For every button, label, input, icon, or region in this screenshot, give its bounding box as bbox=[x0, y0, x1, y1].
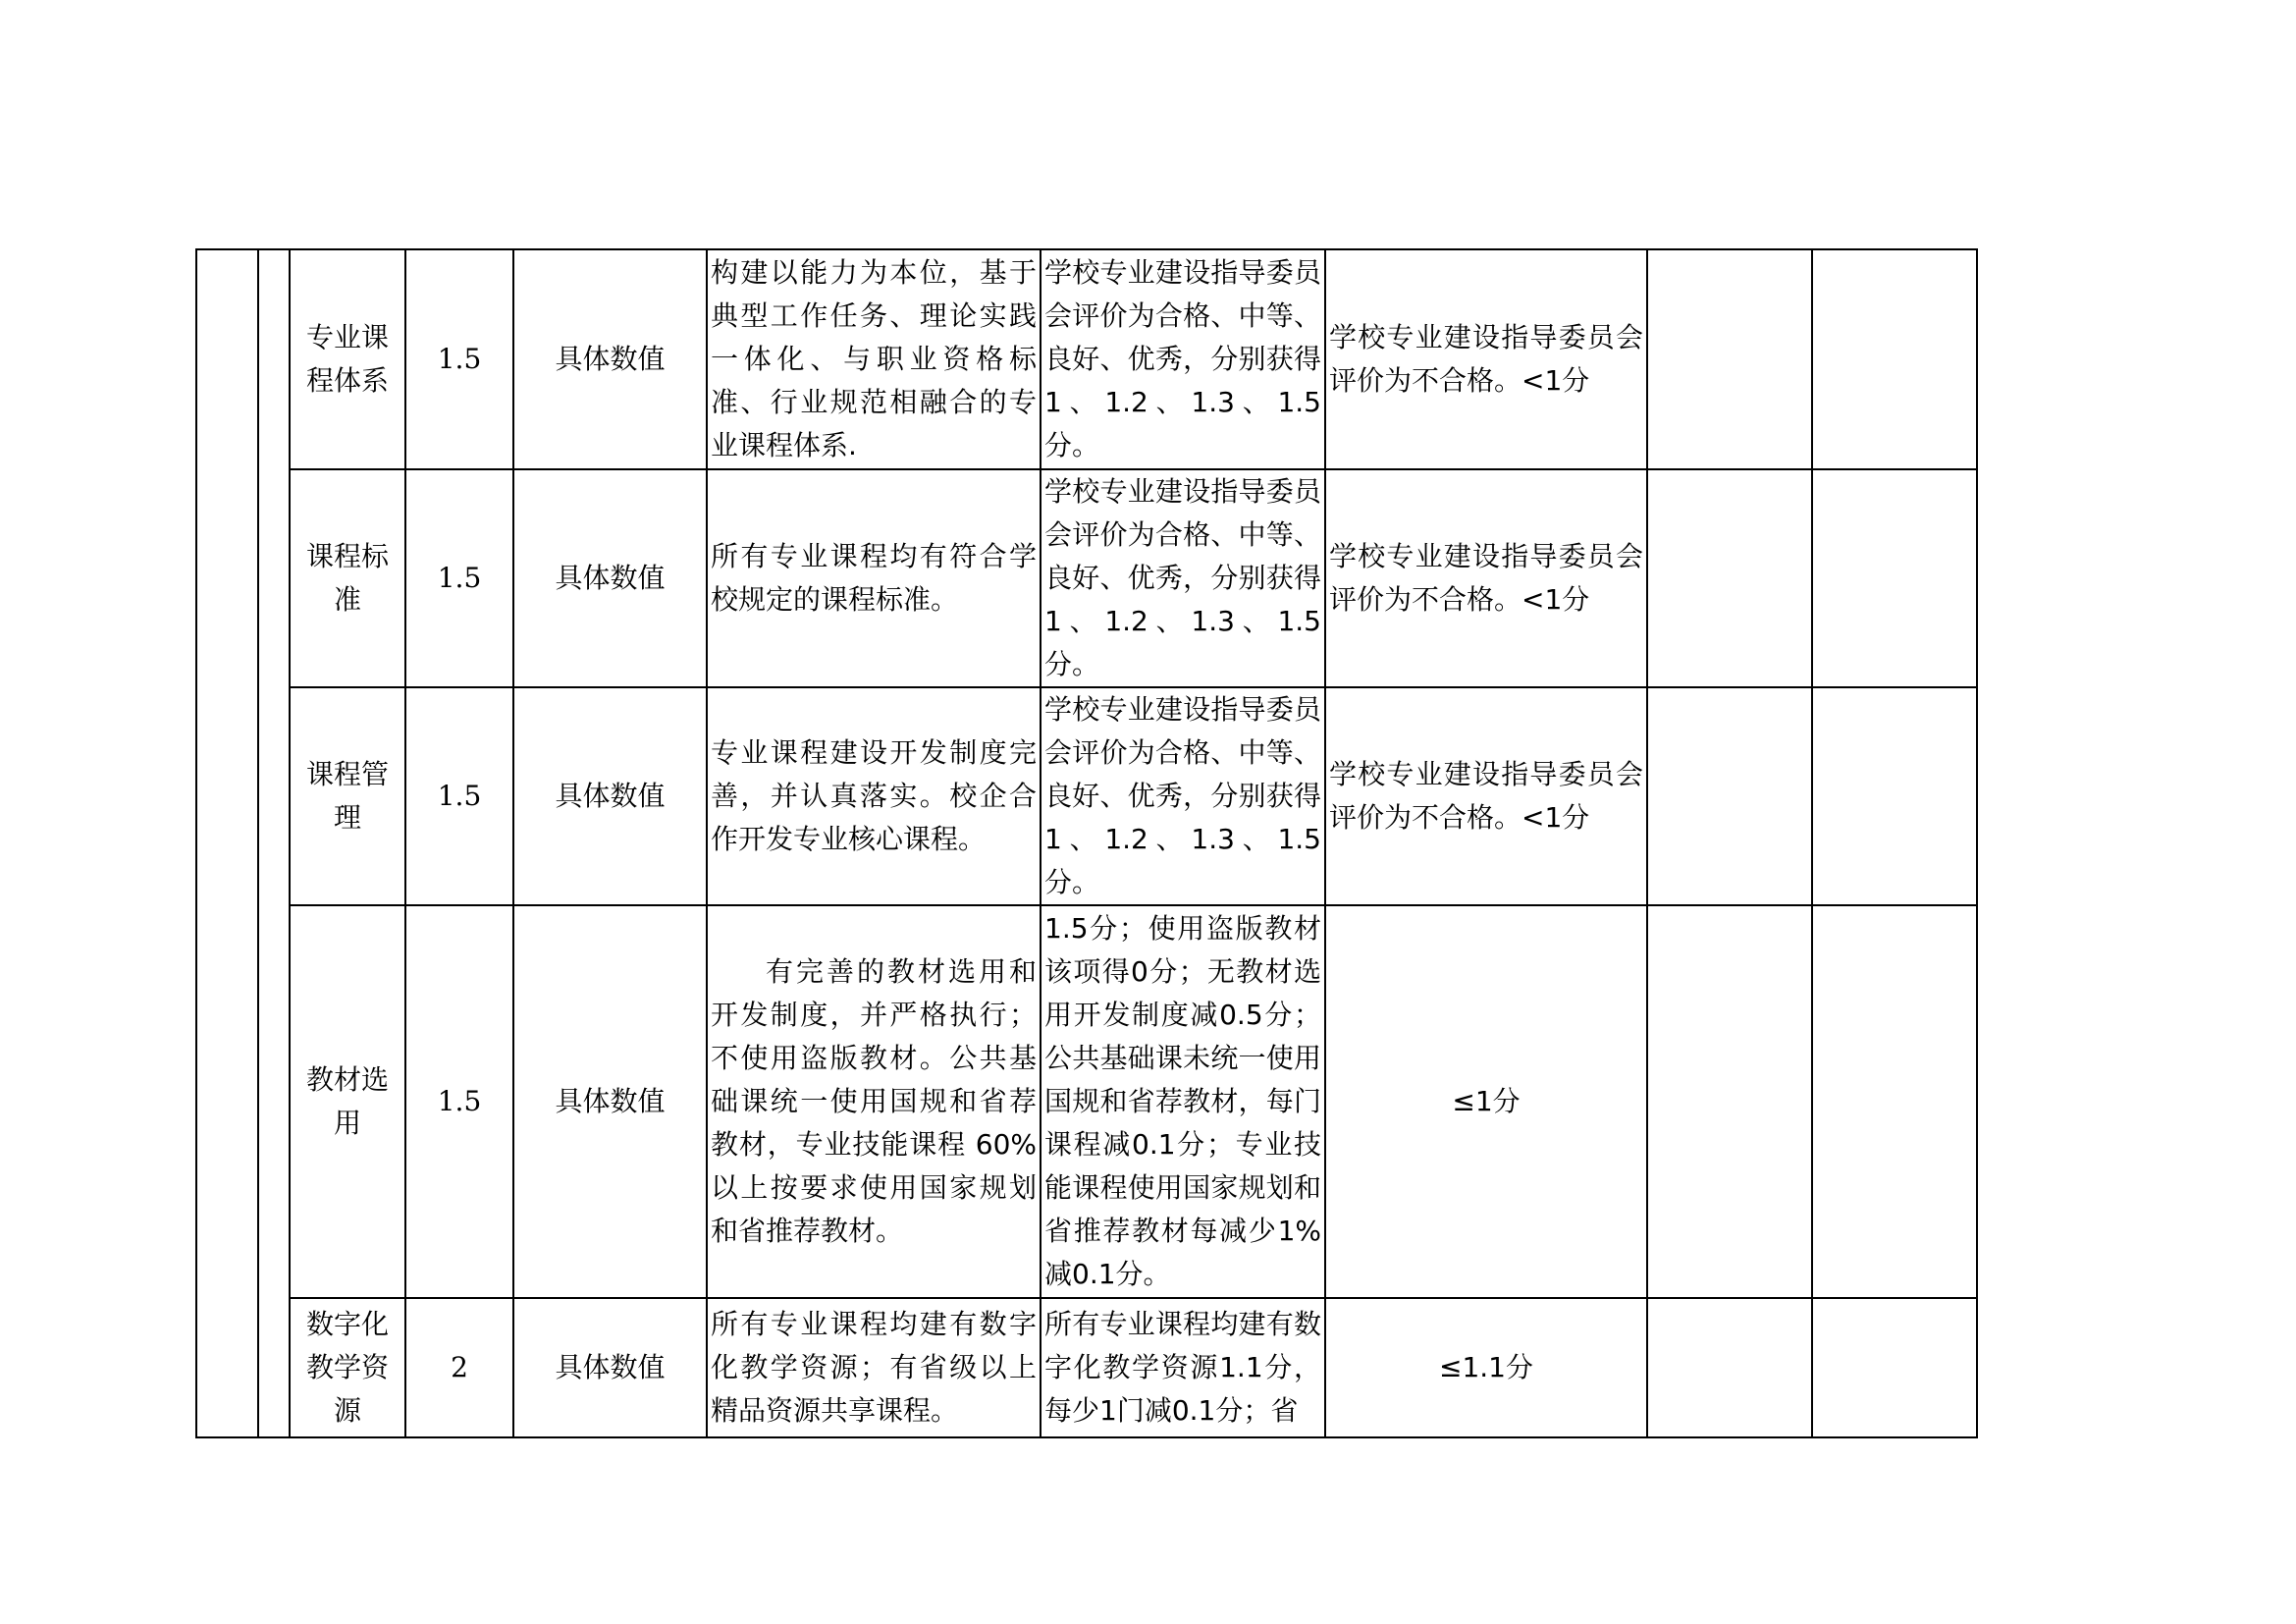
indicator-cell: 课程标准 bbox=[290, 469, 405, 687]
standard-cell: 构建以能力为本位，基于典型工作任务、理论实践一体化、与职业资格标准、行业规范相融合的专业课程体系. bbox=[707, 249, 1041, 469]
empty-cell bbox=[1812, 905, 1977, 1298]
standard-cell: 专业课程建设开发制度完善，并认真落实。校企合作开发专业核心课程。 bbox=[707, 687, 1041, 905]
weight-cell: 1.5 bbox=[405, 905, 513, 1298]
empty-cell bbox=[1647, 687, 1812, 905]
type-cell: 具体数值 bbox=[513, 1298, 707, 1437]
deduction-cell: 学校专业建设指导委员会评价为不合格。<1分 bbox=[1325, 687, 1647, 905]
empty-cell bbox=[1647, 905, 1812, 1298]
standard-cell: 所有专业课程均有符合学校规定的课程标准。 bbox=[707, 469, 1041, 687]
type-cell: 具体数值 bbox=[513, 687, 707, 905]
subcategory-cell bbox=[258, 249, 290, 1437]
table-row bbox=[196, 905, 1977, 1298]
indicator-cell: 教材选用 bbox=[290, 905, 405, 1298]
type-cell: 具体数值 bbox=[513, 469, 707, 687]
empty-cell bbox=[1812, 687, 1977, 905]
deduction-cell: ≤1.1分 bbox=[1325, 1298, 1647, 1437]
table-row bbox=[196, 249, 1977, 469]
weight-cell: 1.5 bbox=[405, 249, 513, 469]
scoring-cell: 所有专业课程均建有数字化教学资源1.1分，每少1门减0.1分；省 bbox=[1041, 1298, 1325, 1437]
weight-cell: 1.5 bbox=[405, 469, 513, 687]
indicator-cell: 课程管理 bbox=[290, 687, 405, 905]
scoring-cell: 学校专业建设指导委员会评价为合格、中等、良好、优秀，分别获得1、1.2、1.3、1.5分。 bbox=[1041, 249, 1325, 469]
standard-cell bbox=[707, 905, 1041, 1298]
type-cell: 具体数值 bbox=[513, 905, 707, 1298]
scoring-cell: 学校专业建设指导委员会评价为合格、中等、良好、优秀，分别获得1、1.2、1.3、1.5分。 bbox=[1041, 469, 1325, 687]
table-row bbox=[196, 1298, 1977, 1437]
type-cell: 具体数值 bbox=[513, 249, 707, 469]
empty-cell bbox=[1647, 249, 1812, 469]
table-row bbox=[196, 469, 1977, 687]
weight-cell: 2 bbox=[405, 1298, 513, 1437]
empty-cell bbox=[1812, 469, 1977, 687]
scoring-cell: 1.5分；使用盗版教材该项得0分；无教材选用开发制度减0.5分；公共基础课未统一使用国规和省荐教材，每门课程减0.1分；专业技能课程使用国家规划和省推荐教材每减少1%减0.1分。 bbox=[1041, 905, 1325, 1298]
empty-cell bbox=[1647, 469, 1812, 687]
standard-text: 有完善的教材选用和开发制度，并严格执行；不使用盗版教材。公共基础课统一使用国规和省荐教材，专业技能课程 60%以上按要求使用国家规划和省推荐教材。 bbox=[711, 955, 1037, 1247]
deduction-cell: 学校专业建设指导委员会评价为不合格。<1分 bbox=[1325, 249, 1647, 469]
evaluation-table bbox=[195, 248, 1978, 1438]
empty-cell bbox=[1647, 1298, 1812, 1437]
empty-cell bbox=[1812, 1298, 1977, 1437]
indicator-cell: 专业课程体系 bbox=[290, 249, 405, 469]
deduction-cell: ≤1分 bbox=[1325, 905, 1647, 1298]
indicator-cell: 数字化教学资源 bbox=[290, 1298, 405, 1437]
scoring-cell: 学校专业建设指导委员会评价为合格、中等、良好、优秀，分别获得1、1.2、1.3、1.5分。 bbox=[1041, 687, 1325, 905]
weight-cell: 1.5 bbox=[405, 687, 513, 905]
category-cell bbox=[196, 249, 258, 1437]
deduction-cell: 学校专业建设指导委员会评价为不合格。<1分 bbox=[1325, 469, 1647, 687]
standard-cell: 所有专业课程均建有数字化教学资源；有省级以上精品资源共享课程。 bbox=[707, 1298, 1041, 1437]
table-row bbox=[196, 687, 1977, 905]
empty-cell bbox=[1812, 249, 1977, 469]
